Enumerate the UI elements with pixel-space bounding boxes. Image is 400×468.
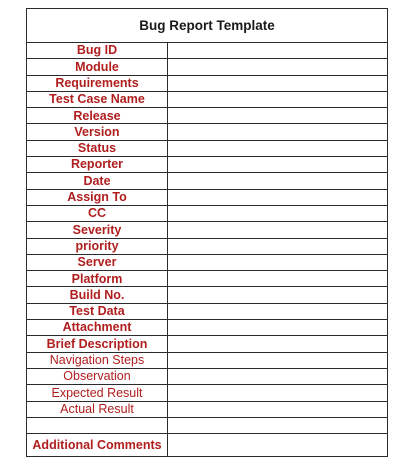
field-value[interactable] (167, 239, 387, 254)
table-row (27, 222, 387, 238)
table-row (27, 108, 387, 124)
field-label: Build No. (69, 287, 125, 302)
table-row (27, 173, 387, 189)
field-value[interactable] (167, 418, 387, 433)
field-label: Platform (71, 271, 123, 286)
table-row (27, 43, 387, 59)
table-row (27, 402, 387, 418)
table-row (27, 271, 387, 287)
field-value[interactable] (167, 206, 387, 221)
field-label: Observation (63, 369, 131, 384)
field-value[interactable] (167, 434, 387, 456)
table-row (27, 190, 387, 206)
field-label: Release (73, 108, 121, 123)
field-label (27, 418, 167, 433)
field-label: Test Case Name (49, 92, 145, 107)
field-label: Reporter (70, 157, 124, 172)
field-label: Test Data (69, 304, 125, 319)
bug-report-table (26, 8, 388, 457)
field-label: Server (77, 255, 117, 270)
field-value[interactable] (167, 222, 387, 237)
field-label: Attachment (62, 320, 132, 335)
field-label: Requirements (55, 75, 139, 90)
field-label: Brief Description (46, 336, 148, 351)
field-value[interactable] (167, 402, 387, 417)
table-row (27, 206, 387, 222)
field-value[interactable] (167, 157, 387, 172)
table-row (27, 369, 387, 385)
table-row (27, 239, 387, 255)
table-row (27, 336, 387, 352)
table-title: Bug Report Template (27, 9, 387, 43)
field-label: Navigation Steps (49, 353, 145, 368)
field-value[interactable] (167, 385, 387, 400)
field-label: Status (77, 141, 117, 156)
field-value[interactable] (167, 271, 387, 286)
field-value[interactable] (167, 320, 387, 335)
table-row (27, 141, 387, 157)
field-label: Assign To (67, 190, 127, 205)
field-label: CC (87, 206, 107, 221)
table-row (27, 59, 387, 75)
table-row (27, 320, 387, 336)
field-value[interactable] (167, 108, 387, 123)
field-value[interactable] (167, 92, 387, 107)
field-value[interactable] (167, 141, 387, 156)
table-row (27, 157, 387, 173)
table-row (27, 125, 387, 141)
table-row (27, 434, 387, 456)
field-value[interactable] (167, 369, 387, 384)
field-value[interactable] (167, 43, 387, 58)
table-row (27, 76, 387, 92)
field-label: Bug ID (76, 43, 118, 58)
field-value[interactable] (167, 76, 387, 91)
table-row (27, 353, 387, 369)
table-row (27, 418, 387, 434)
field-value[interactable] (167, 190, 387, 205)
field-label: Expected Result (51, 385, 143, 400)
field-label: Severity (72, 222, 122, 237)
field-label: Additional Comments (32, 437, 162, 452)
table-row (27, 304, 387, 320)
table-row (27, 385, 387, 401)
table-row (27, 255, 387, 271)
field-value[interactable] (167, 125, 387, 140)
field-label: Module (75, 59, 119, 74)
field-label: Actual Result (60, 401, 134, 416)
field-value[interactable] (167, 304, 387, 319)
field-value[interactable] (167, 288, 387, 303)
field-value[interactable] (167, 173, 387, 188)
field-value[interactable] (167, 255, 387, 270)
table-row (27, 288, 387, 304)
field-label: priority (75, 238, 119, 253)
field-value[interactable] (167, 336, 387, 351)
field-value[interactable] (167, 353, 387, 368)
table-row (27, 92, 387, 108)
field-value[interactable] (167, 59, 387, 74)
field-label: Version (74, 124, 120, 139)
field-label: Date (83, 173, 111, 188)
